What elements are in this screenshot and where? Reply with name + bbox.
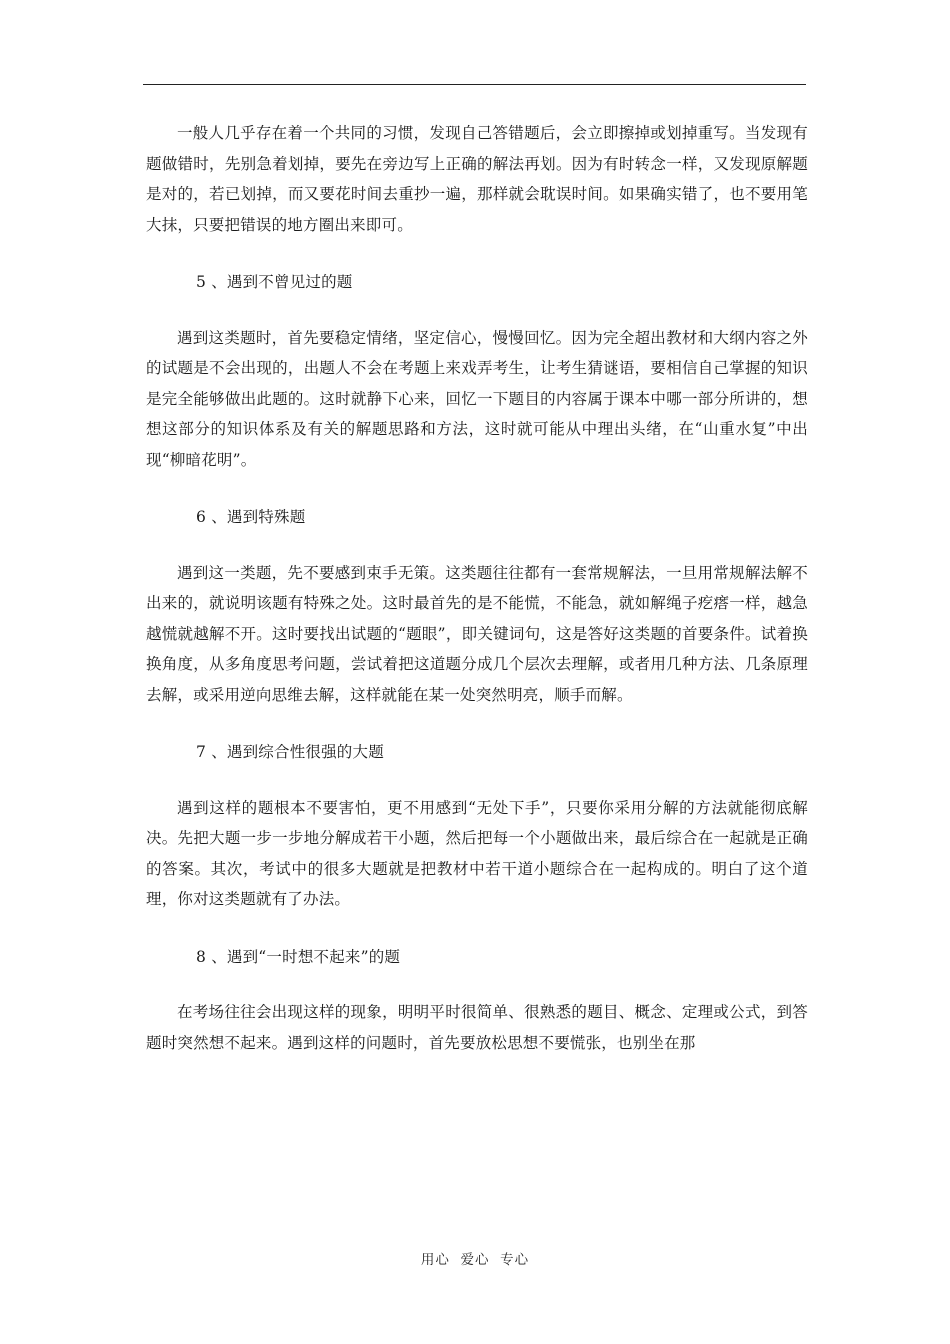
body-paragraph: 遇到这类题时，首先要稳定情绪，坚定信心，慢慢回忆。因为完全超出教材和大纲内容之外的试题是不会出现的，出题人不会在考题上来戏弄考生，让考生猜谜语，要相信自己掌握的知识是完全能够做出此题的。这时就静下心来，回忆一下题目的内容属于课本中哪一部分所讲的，想想这部分的知识体系及有关的解题思路和方法，这时就可能从中理出头绪，在“山重水复”中出现“柳暗花明”。 [146,328,808,469]
header-rule [143,84,806,85]
body-paragraph: 在考场往往会出现这样的现象，明明平时很简单、很熟悉的题目、概念、定理或公式，到答题时突然想不起来。遇到这样的问题时，首先要放松思想不要慌张，也别坐在那 [146,1003,808,1052]
body-paragraph: 遇到这一类题，先不要感到束手无策。这类题往往都有一套常规解法，一旦用常规解法解不出来的，就说明该题有特殊之处。这时最首先的是不能慌，不能急，就如解绳子疙瘩一样，越急越慌就越解不开。这时要找出试题的“题眼”，即关键词句，这是答好这类题的首要条件。试着换换角度，从多角度思考问题，尝试着把这道题分成几个层次去理解，或者用几种方法、几条原理去解，或采用逆向思维去解，这样就能在某一处突然明亮，顺手而解。 [146,563,808,704]
section-heading-8: 8 、遇到“一时想不起来”的题 [196,947,401,966]
body-paragraph: 一般人几乎存在着一个共同的习惯，发现自己答错题后，会立即擦掉或划掉重写。当发现有题做错时，先别急着划掉，要先在旁边写上正确的解法再划。因为有时转念一样，又发现原解题是对的，若已划掉，而又要花时间去重抄一遍，那样就会耽误时间。如果确实错了，也不要用笔大抹，只要把错误的地方圈出来即可。 [146,124,808,234]
section-heading-6: 6 、遇到特殊题 [196,508,306,526]
document-body [146,118,808,1058]
section-heading-7: 7 、遇到综合性很强的大题 [196,743,384,761]
body-paragraph: 遇到这样的题根本不要害怕，更不用感到“无处下手”，只要你采用分解的方法就能彻底解决。先把大题一步一步地分解成若干小题，然后把每一个小题做出来，最后综合在一起就是正确的答案。其次，考试中的很多大题就是把教材中若干道小题综合在一起构成的。明白了这个道理，你对这类题就有了办法。 [146,798,808,908]
page-footer: 用心 爱心 专心 [420,1252,530,1268]
section-heading-5: 5 、遇到不曾见过的题 [196,273,353,291]
